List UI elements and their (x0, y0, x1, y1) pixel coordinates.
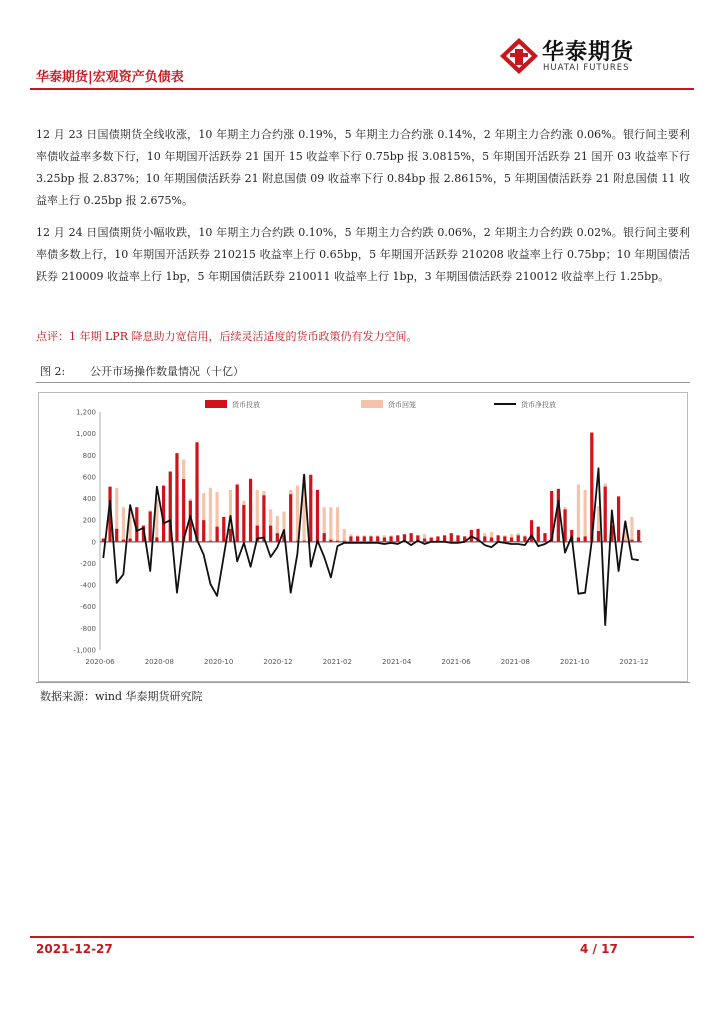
injection-bar (396, 535, 399, 541)
injection-bar (215, 527, 218, 542)
huatai-logo (500, 38, 700, 74)
injection-bar (450, 533, 453, 542)
injection-bar (236, 484, 239, 541)
footer-rule (30, 936, 694, 938)
figure-source: 数据来源：wind 华泰期货研究院 (40, 690, 203, 703)
y-tick-label: -800 (80, 624, 96, 633)
header-rule (30, 88, 694, 90)
injection-bar (376, 536, 379, 541)
legend-label-withdrawal: 货币回笼 (388, 401, 416, 409)
figure-label: 图 2: (40, 365, 66, 378)
injection-bar (262, 495, 265, 542)
injection-bar (483, 536, 486, 541)
chart-legend (205, 400, 556, 409)
y-tick-label: 200 (82, 516, 96, 525)
injection-bar (617, 496, 620, 541)
x-tick-label: 2021-04 (382, 658, 412, 666)
y-tick-label: 1,200 (75, 408, 96, 417)
huatai-logo-icon (500, 38, 538, 74)
injection-bar (302, 541, 305, 542)
x-tick-label: 2021-06 (441, 658, 471, 666)
withdrawal-bar (336, 507, 339, 542)
injection-bar (289, 494, 292, 542)
injection-bar (517, 535, 520, 541)
figure-bottom-rule (36, 682, 690, 683)
injection-bar (229, 529, 232, 542)
y-tick-label: 600 (82, 473, 96, 482)
injection-bar (383, 537, 386, 541)
injection-bar (537, 527, 540, 542)
footer-page-number: 4 / 17 (580, 942, 618, 956)
injection-bar (543, 533, 546, 542)
injection-bar (195, 442, 198, 542)
injection-bar (510, 537, 513, 541)
injection-bar (202, 520, 205, 542)
legend-swatch-withdrawal (361, 400, 383, 408)
x-tick-label: 2020-06 (85, 658, 115, 666)
y-tick-label: 800 (82, 451, 96, 460)
x-tick-label: 2021-12 (619, 658, 649, 666)
y-tick-label: -1,000 (73, 646, 96, 655)
figure-title: 公开市场操作数量情况（十亿） (90, 365, 244, 378)
y-tick-label: 0 (91, 538, 96, 547)
y-tick-label: 400 (82, 495, 96, 504)
logo-english-name: HUATAI FUTURES (543, 63, 630, 73)
injection-bars (102, 433, 641, 542)
injection-bar (456, 535, 459, 541)
injection-bar (115, 529, 118, 542)
injection-bar (597, 531, 600, 542)
chart-svg (38, 392, 688, 682)
injection-bar (149, 512, 152, 542)
injection-bar (497, 535, 500, 541)
injection-bar (389, 536, 392, 541)
withdrawal-bar (630, 517, 633, 542)
injection-bar (242, 505, 245, 542)
injection-bar (155, 537, 158, 541)
injection-bar (323, 533, 326, 542)
injection-bar (249, 479, 252, 542)
injection-bar (563, 509, 566, 541)
injection-bar (222, 517, 225, 542)
x-tick-label: 2021-02 (322, 658, 352, 666)
injection-bar (490, 537, 493, 541)
paragraph-dec-24: 12 月 24 日国债期货小幅收跌，10 年期主力合约跌 0.10%，5 年期主力合约跌 0.06%，2 年期主力合约跌 0.02%。银行间主要利率债多数上行，10 年期国开活跃券 210215 收益率上行 0.65bp，5 年期国开活跃券 210208 收益率上行 0.75bp；10 年期国债活跃券 210009 收益率上行 1bp，5 年期国债活跃券 210011 收益率上行 1bp，3 年期国债活跃券 210012 收益率上行 1.25bp。 (36, 226, 690, 283)
legend-label-net: 货币净投放 (521, 401, 556, 409)
legend-label-injection: 货币投放 (232, 401, 260, 409)
injection-bar (175, 453, 178, 542)
y-tick-label: -600 (80, 603, 96, 612)
injection-bar (584, 536, 587, 541)
injection-bar (122, 540, 125, 542)
injection-bar (209, 541, 212, 542)
injection-bar (276, 533, 279, 542)
x-tick-label: 2021-10 (560, 658, 590, 666)
x-tick-label: 2020-08 (144, 658, 174, 666)
injection-bar (316, 490, 319, 542)
y-axis (73, 409, 100, 655)
injection-bar (269, 526, 272, 542)
injection-bar (410, 533, 413, 542)
injection-bar (309, 475, 312, 542)
injection-bar (423, 539, 426, 542)
commentary: 点评：1 年期 LPR 降息助力宽信用，后续灵活适度的货币政策仍有发力空间。 (36, 330, 418, 343)
injection-bar (503, 536, 506, 541)
y-tick-label: -200 (80, 559, 96, 568)
y-tick-label: 1,000 (75, 430, 96, 439)
y-tick-label: -400 (80, 581, 96, 590)
injection-bar (369, 536, 372, 541)
figure-top-rule (36, 382, 690, 383)
injection-bar (329, 540, 332, 542)
x-axis (85, 542, 648, 666)
x-tick-label: 2020-10 (204, 658, 234, 666)
withdrawal-bar (577, 484, 580, 541)
withdrawal-bar (329, 507, 332, 542)
header-section-title: 华泰期货|宏观资产负债表 (36, 70, 184, 85)
injection-bar (523, 536, 526, 541)
injection-bar (349, 536, 352, 541)
injection-bar (336, 541, 339, 542)
open-market-operations-chart (38, 392, 688, 682)
injection-bar (604, 487, 607, 542)
injection-bar (356, 536, 359, 541)
injection-bar (129, 539, 132, 542)
withdrawal-bar (122, 507, 125, 542)
injection-bar (630, 540, 633, 542)
x-tick-label: 2020-12 (263, 658, 293, 666)
paragraph-dec-23: 12 月 23 日国债期货全线收涨，10 年期主力合约涨 0.19%，5 年期主力合约涨 0.14%，2 年期主力合约涨 0.06%。银行间主要利率债收益率多数下行，10 年期国开活跃券 21 国开 15 收益率下行 0.75bp 报 3.0815%，5 年期国开活跃券 21 国开 03 收益率下行 3.25bp 报 2.837%；10 年期国债活跃券 21 附息国债 09 收益率下行 0.84bp 报 2.8615%，5 年期国债活跃券 21 附息国债 11 收益率上行 0.25bp 报 2.675%。 (36, 128, 690, 207)
injection-bar (637, 530, 640, 542)
injection-bar (363, 536, 366, 541)
injection-bar (577, 537, 580, 541)
withdrawal-bar (584, 490, 587, 542)
injection-bar (624, 541, 627, 542)
footer-date: 2021-12-27 (36, 942, 113, 956)
injection-bar (443, 535, 446, 541)
withdrawal-bar (209, 488, 212, 542)
withdrawal-bar (343, 529, 346, 542)
logo-chinese-name: 华泰期货 (542, 40, 635, 65)
x-tick-label: 2021-08 (500, 658, 530, 666)
legend-swatch-injection (205, 400, 227, 408)
injection-bar (343, 541, 346, 542)
